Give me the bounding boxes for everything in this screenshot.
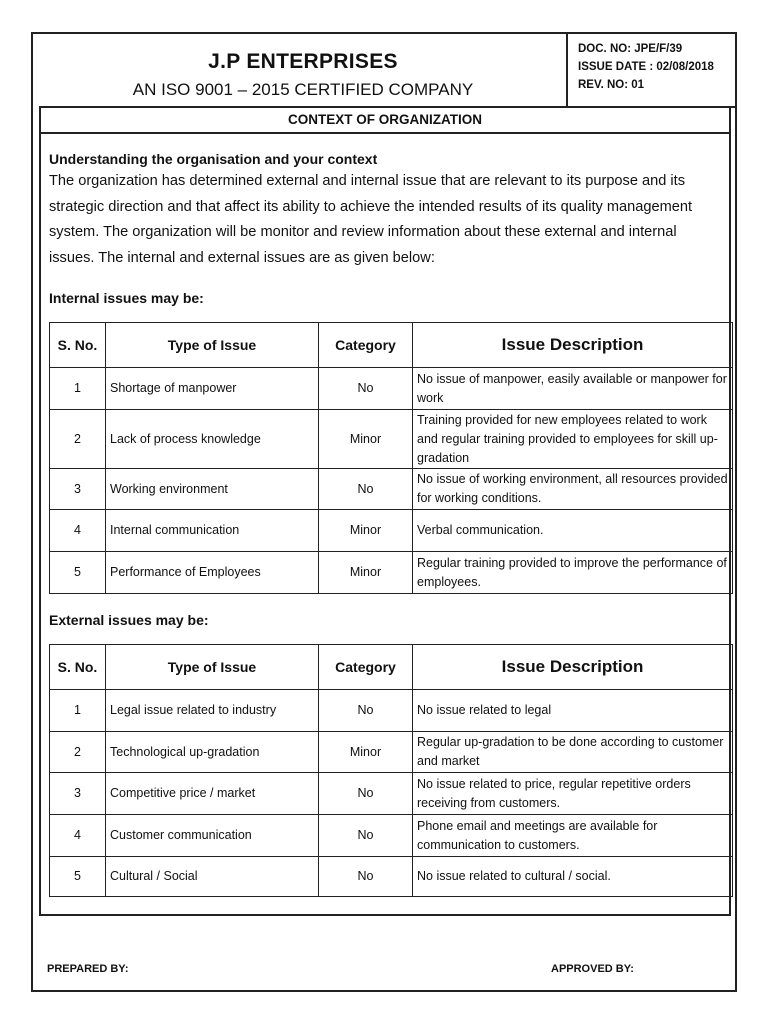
col-header-category: Category [319,645,413,690]
header-title-block [33,34,573,106]
cell-category: Minor [319,552,413,594]
table-row [50,732,733,773]
cell-category: No [319,368,413,410]
cell-type: Competitive price / market [106,773,319,815]
col-header-sno: S. No. [50,645,106,690]
table-row [50,552,733,594]
cell-description: Regular training provided to improve the performance of employees. [413,552,733,594]
cell-sno: 2 [50,732,106,773]
col-header-type: Type of Issue [106,323,319,368]
internal-issues-table [49,322,733,594]
external-issues-heading: External issues may be: [49,612,209,628]
cell-description: No issue of working environment, all resources provided for working conditions. [413,469,733,510]
cell-sno: 2 [50,410,106,469]
cell-type: Legal issue related to industry [106,690,319,732]
cell-category: No [319,690,413,732]
cell-sno: 4 [50,815,106,857]
table-row [50,469,733,510]
cell-type: Performance of Employees [106,552,319,594]
col-header-description: Issue Description [413,323,733,368]
cell-category: No [319,857,413,897]
issue-date: ISSUE DATE : 02/08/2018 [578,61,714,73]
cell-type: Customer communication [106,815,319,857]
content-box [39,106,731,916]
cell-type: Shortage of manpower [106,368,319,410]
section-title: CONTEXT OF ORGANIZATION [41,108,729,134]
cell-type: Lack of process knowledge [106,410,319,469]
external-issues-table [49,644,733,897]
document-control-box [566,32,737,108]
revision-number: REV. NO: 01 [578,79,645,91]
cell-sno: 3 [50,773,106,815]
cell-category: No [319,815,413,857]
cell-category: Minor [319,510,413,552]
table-header-row [50,323,733,368]
cell-category: Minor [319,410,413,469]
company-name: J.P ENTERPRISES [208,50,398,73]
col-header-type: Type of Issue [106,645,319,690]
cell-type: Internal communication [106,510,319,552]
cell-description: No issue related to legal [413,690,733,732]
content-body [41,151,729,897]
certification-line: AN ISO 9001 – 2015 CERTIFIED COMPANY [132,80,474,99]
document-frame [31,32,737,992]
cell-type: Technological up-gradation [106,732,319,773]
cell-type: Cultural / Social [106,857,319,897]
cell-description: No issue related to price, regular repetitive orders receiving from customers. [413,773,733,815]
cell-sno: 5 [50,857,106,897]
cell-category: No [319,773,413,815]
cell-description: Training provided for new employees related to work and regular training provided to employees for skill up-gradation [413,410,733,469]
table-row [50,410,733,469]
cell-category: No [319,469,413,510]
cell-category: Minor [319,732,413,773]
intro-paragraph: The organization has determined external and internal issue that are relevant to its purpose and its strategic direction and that affect its ability to achieve the intended results of its quality management system. The organization will be monitor and review information about these external and internal issues. The internal and external issues are as given below: [49,173,693,266]
table-row [50,815,733,857]
cell-description: No issue related to cultural / social. [413,857,733,897]
cell-description: No issue of manpower, easily available or manpower for work [413,368,733,410]
cell-sno: 1 [50,690,106,732]
table-row [50,773,733,815]
approved-by-label: APPROVED BY: [551,963,634,975]
col-header-category: Category [319,323,413,368]
prepared-by-label: PREPARED BY: [47,963,129,975]
cell-sno: 4 [50,510,106,552]
col-header-sno: S. No. [50,323,106,368]
internal-issues-heading: Internal issues may be: [49,290,204,306]
cell-description: Regular up-gradation to be done according to customer and market [413,732,733,773]
col-header-description: Issue Description [413,645,733,690]
doc-number: DOC. NO: JPE/F/39 [578,43,683,55]
table-header-row [50,645,733,690]
table-row [50,690,733,732]
intro-heading: Understanding the organisation and your context [49,151,378,167]
table-row [50,857,733,897]
cell-description: Verbal communication. [413,510,733,552]
cell-sno: 3 [50,469,106,510]
cell-sno: 5 [50,552,106,594]
cell-description: Phone email and meetings are available for communication to customers. [413,815,733,857]
table-row [50,368,733,410]
table-row [50,510,733,552]
cell-type: Working environment [106,469,319,510]
cell-sno: 1 [50,368,106,410]
